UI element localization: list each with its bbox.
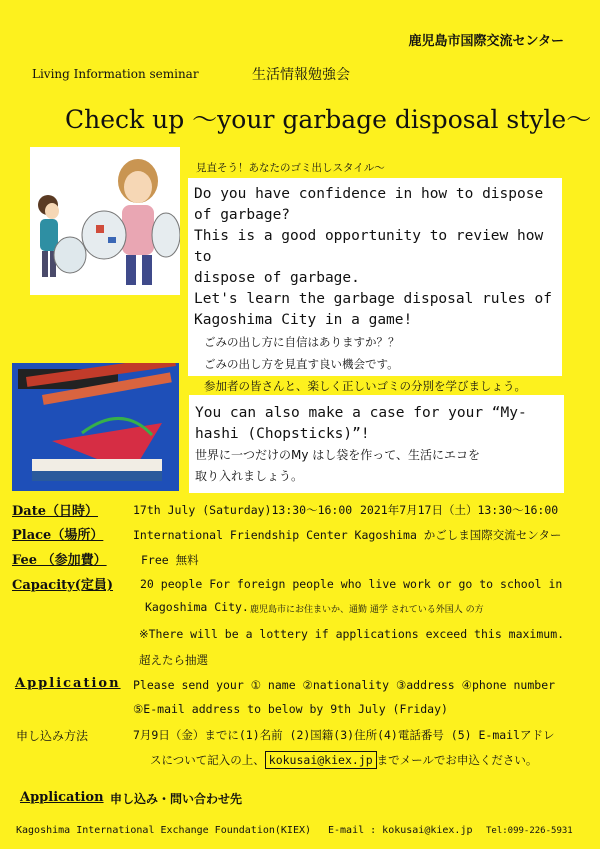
fee-label: Fee （参加費） (12, 553, 107, 568)
date-label: Date（日時） (12, 504, 98, 519)
myhashi-box (189, 395, 564, 493)
application-line2: ⑤E-mail address to below by 9th July (Friday) (133, 702, 448, 716)
lottery-note-jp: 超えたら抽選 (139, 653, 208, 667)
capacity-line1: 20 people For foreign people who live work or go to school in (140, 577, 563, 591)
place-label: Place（場所） (12, 528, 104, 543)
date-value-en: 17th July (Saturday)13:30〜16:00 (133, 503, 353, 517)
intro-en-line: Do you have confidence in how to dispose (194, 186, 544, 202)
lottery-note-en: ※There will be a lottery if applications exceed this maximum. (139, 627, 565, 641)
email-link[interactable]: kokusai@kiex.jp (265, 751, 377, 769)
application-line1: Please send your ① name ②nationality ③address ④phone number (133, 678, 556, 692)
subtitle-jp: 見直そう！あなたのゴミ出しスタイル〜 (196, 162, 385, 174)
contact-label-jp: 申し込み・問い合わせ先 (110, 792, 243, 806)
seminar-title-jp: 生活情報勉強会 (252, 67, 350, 83)
contact-label: Application (20, 790, 104, 805)
footer-org-name: Kagoshima International Exchange Foundation(KIEX) (16, 825, 312, 836)
intro-jp-line: ごみの出し方を見直す良い機会です。 (204, 357, 399, 371)
place-value: International Friendship Center Kagoshima かごしま国際交流センター (133, 528, 562, 542)
application-label: Application (15, 676, 121, 691)
capacity-line2-jp: 鹿児島市にお住まいか、通勤 通学 されている外国人 の方 (250, 605, 484, 615)
page-title: Check up 〜your garbage disposal style〜 (65, 105, 592, 134)
apply-method-label: 申し込み方法 (16, 729, 89, 743)
garbage-illustration (30, 147, 180, 295)
intro-en-line: Kagoshima City in a game! (194, 312, 413, 328)
capacity-label: Capacity(定員) (12, 578, 113, 593)
intro-box (188, 178, 562, 393)
myhashi-jp-line: 世界に一つだけのMy はし袋を作って、生活にエコを (195, 448, 481, 462)
myhashi-en-line: You can also make a case for your “My- (195, 405, 527, 421)
apply-method-line2-pre: スについて記入の上、 (150, 753, 265, 767)
intro-jp-line: ごみの出し方に自信はありますか？？ (204, 335, 400, 349)
date-value-jp: 2021年7月17日（土）13:30〜16:00 (360, 503, 559, 517)
capacity-line2-en: Kagoshima City. (145, 600, 249, 614)
organization-name: 鹿児島市国際交流センター (408, 34, 564, 49)
intro-en-line: of garbage? (194, 207, 291, 223)
intro-jp-line: 参加者の皆さんと、楽しく正しいゴミの分別を学びましょう。 (204, 379, 526, 393)
myhashi-en-line: hashi (Chopsticks)”! (195, 426, 370, 442)
apply-method-line2-post: までメールでお申込ください。 (376, 753, 538, 767)
fee-value: Free 無料 (141, 553, 199, 567)
intro-en-line: This is a good opportunity to review how to (194, 228, 544, 265)
intro-en-line: Let's learn the garbage disposal rules of (194, 291, 552, 307)
footer-email[interactable]: E-mail : kokusai@kiex.jp (328, 825, 473, 836)
footer-tel: Tel:099-226-5931 (486, 826, 573, 836)
chopstick-case-photo (12, 363, 179, 491)
seminar-title-en: Living Information seminar (32, 67, 199, 81)
intro-en-line: dispose of garbage. (194, 270, 360, 286)
myhashi-jp-line: 取り入れましょう。 (195, 469, 304, 483)
apply-method-line2 (150, 752, 537, 768)
apply-method-line1: 7月9日（金）までに(1)名前 (2)国籍(3)住所(4)電話番号 (5) E-mailアドレ (133, 728, 555, 742)
